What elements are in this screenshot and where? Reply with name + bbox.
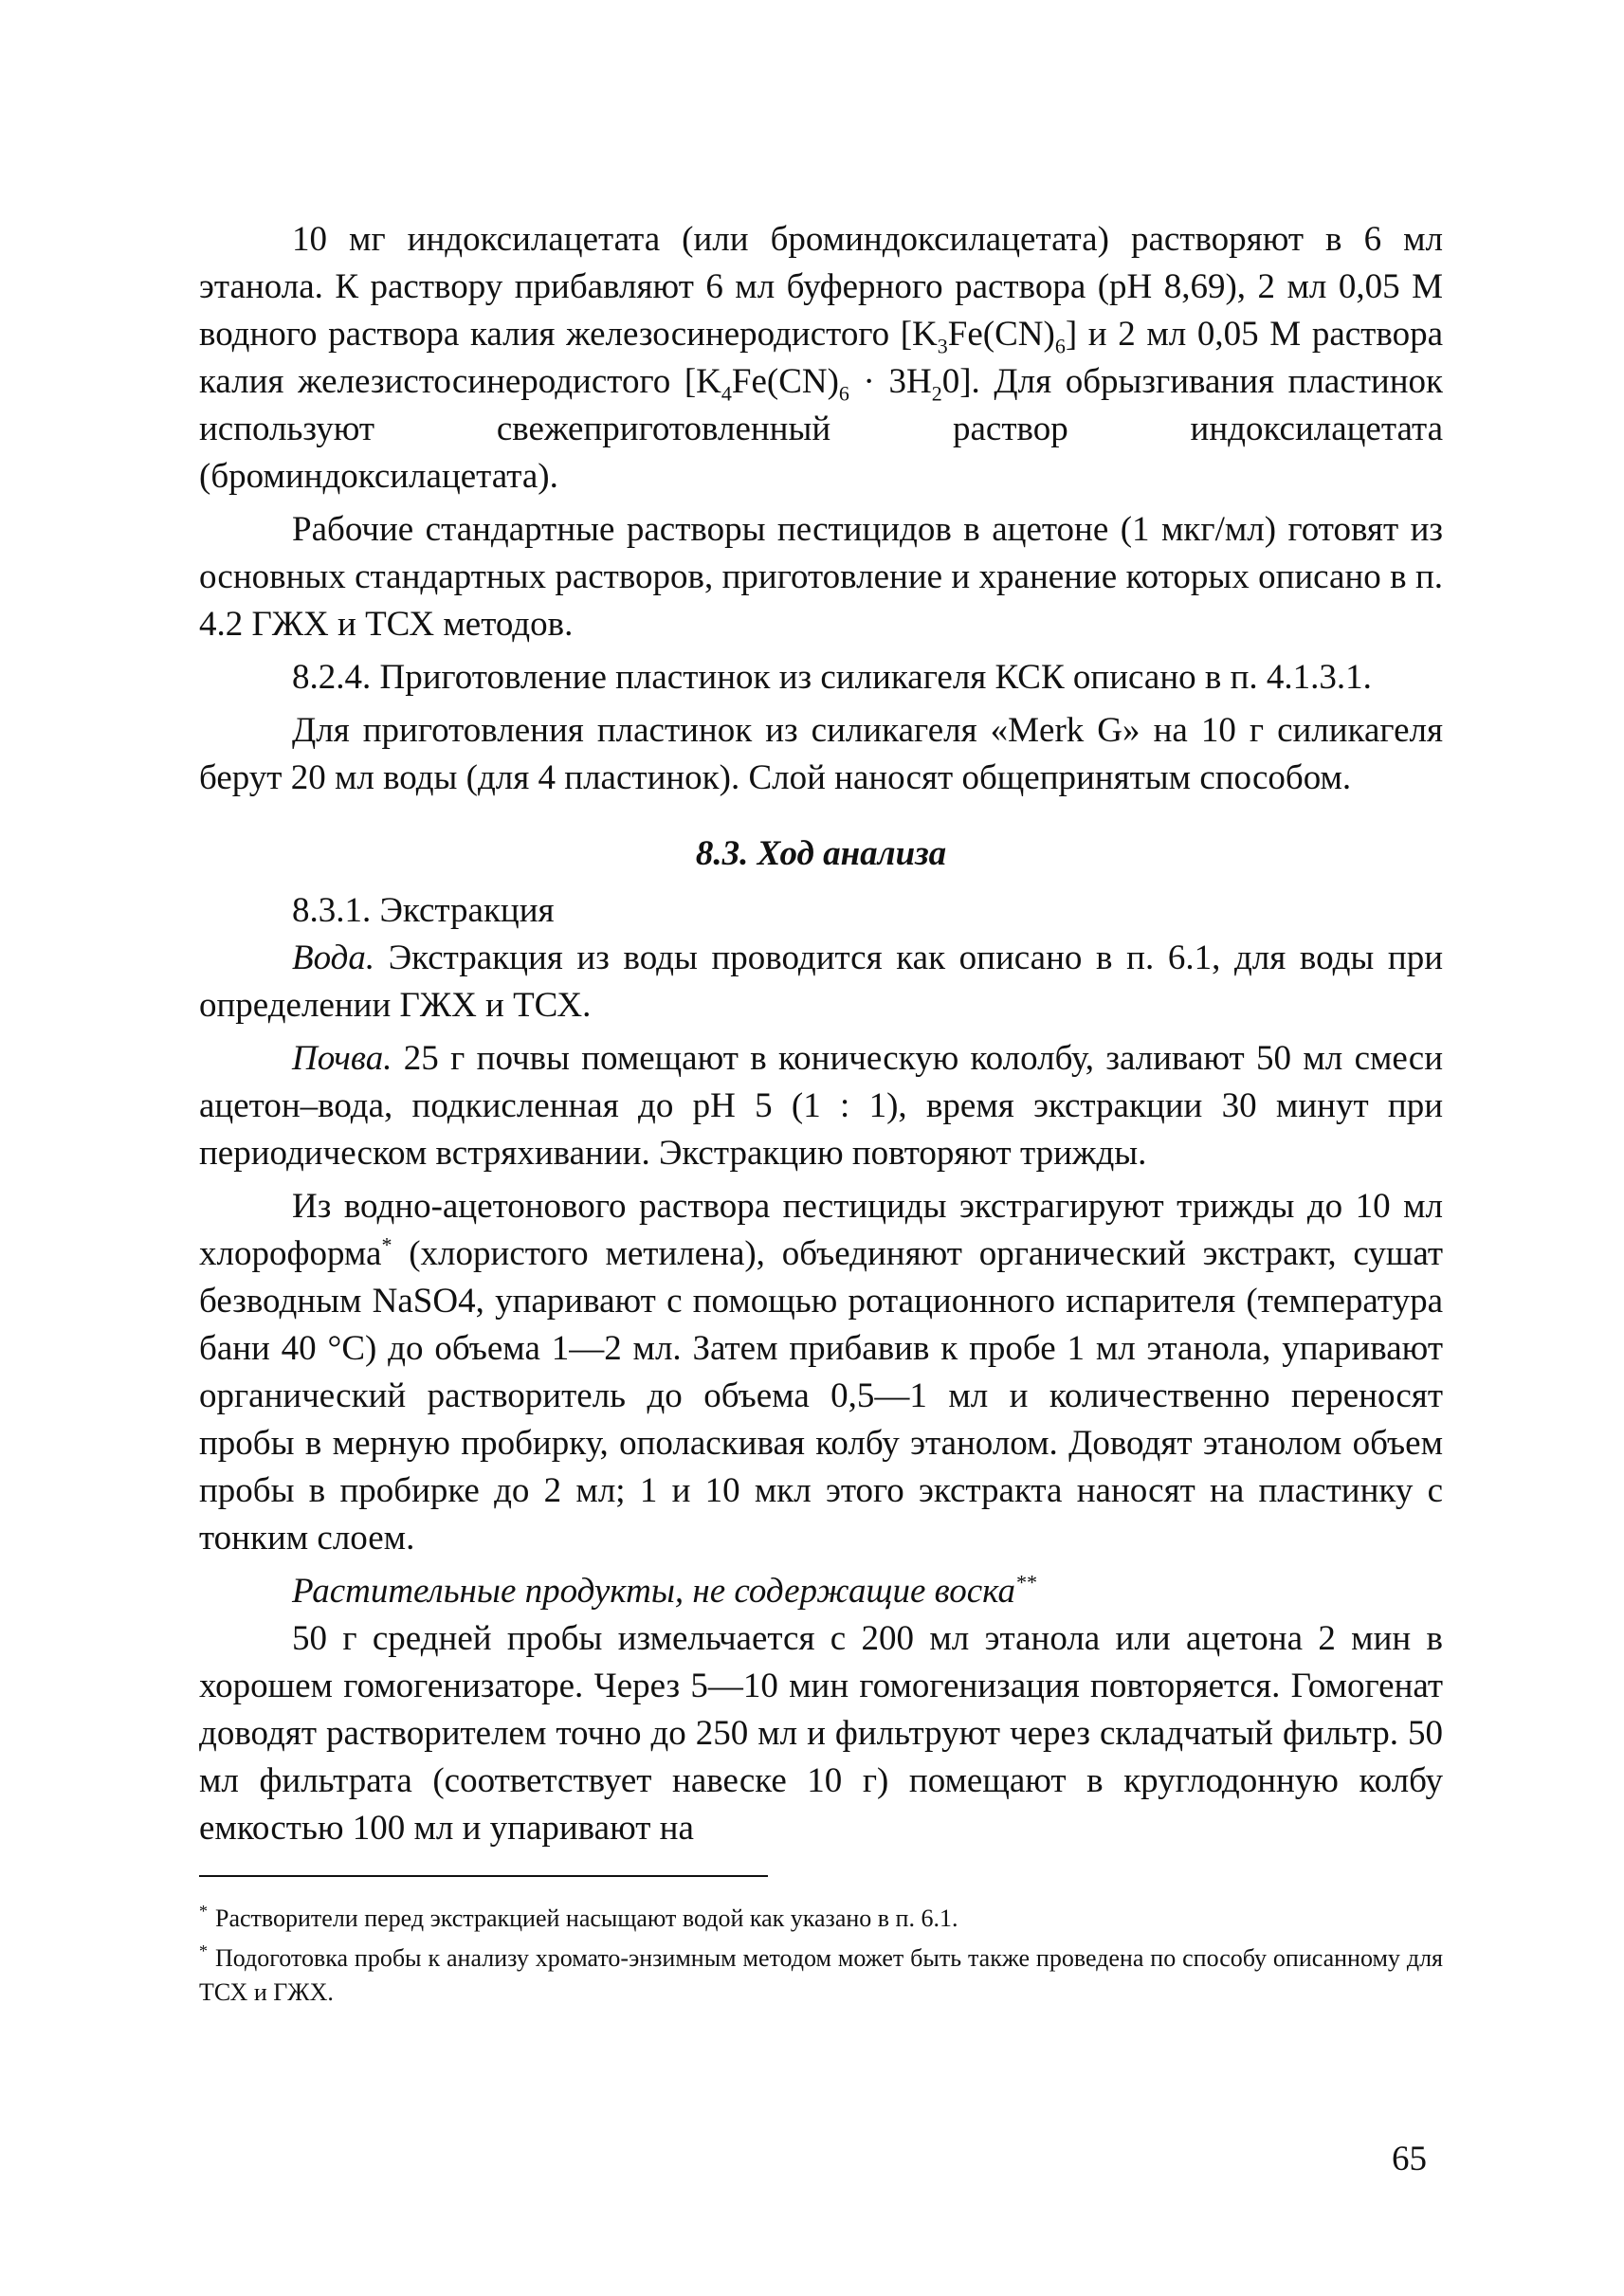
paragraph-plates-merk: Для приготовления пластинок из силикагеля «Merk G» на 10 г силикагеля берут 20 мл воды (для 4 пластинок). Слой наносят общепринятым способом. [199, 711, 1443, 797]
soil-label: Почва. [292, 1039, 392, 1078]
page-body [199, 216, 1443, 1852]
subsection-extraction: 8.3.1. Экстракция [292, 891, 555, 930]
paragraph-soil [199, 1035, 1443, 1177]
footnote-2-mark: * [199, 1941, 208, 1961]
section-title: 8.3. Ход анализа [695, 834, 947, 873]
paragraph-standards: Рабочие стандартные растворы пестицидов в ацетоне (1 мкг/мл) готовят из основных стандартных растворов, приготовление и хранение которых описано в п. 4.2 ГЖХ и ТСХ методов. [199, 510, 1443, 644]
plant-head-text: Растительные продукты, не содержащие воска [292, 1572, 1015, 1611]
water-label: Вода. [292, 938, 375, 977]
chloroform-text-b: (хлористого метилена), объединяют органический экстракт, сушат безводным NaSO4, упаривают с помощью ротационного испарителя (температура бани 40 °С) до объема 1—2 мл. Затем прибавив к пробе 1 мл этанола, упаривают органический растворитель до объема 0,5—1 мл и количественно переносят пробы в мерную пробирку, ополаскивая колбу этанолом. Доводят этанолом объем пробы в пробирке до 2 мл; 1 и 10 мкл этого экстракта наносят на пластинку с тонким слоем. [199, 1234, 1443, 1558]
footnote-1 [199, 1902, 1443, 1936]
soil-text: 25 г почвы помещают в коническую кололбу, заливают 50 мл смеси ацетон–вода, подкисленная до рН 5 (1 : 1), время экстракции 30 минут при периодическом встряхивании. Экстракцию повторяют трижды. [199, 1039, 1443, 1173]
water-text: Экстракция из воды проводится как описано в п. 6.1, для воды при определении ГЖХ и ТСХ. [199, 938, 1443, 1025]
page-number: 65 [1392, 2140, 1427, 2178]
paragraph-reagent-prep: 10 мг индоксилацетата (или броминдоксилацетата) растворяют в 6 мл этанола. К раствору прибавляют 6 мл буферного раствора (рН 8,69), 2 мл 0,05 М водного раствора калия железосинеродистого $[K_3Fe(CN)_6]$ и 2 мл 0,05 М раствора калия железистосинеродистого $[K_4Fe(CN)_6 \cdot 3H_20]$. Для обрызгивания пластинок используют свежеприготовленный раствор индоксилацетата (броминдоксилацетата). [199, 220, 1444, 496]
footnote-1-mark: * [199, 1902, 208, 1922]
chloroform-text-a: Из водно-ацетонового раствора пестициды экстрагируют трижды до 10 мл хлороформа [199, 1187, 1443, 1273]
paragraph-homogenize: 50 г средней пробы измельчается с 200 мл этанола или ацетона 2 мин в хорошем гомогенизаторе. Через 5—10 мин гомогенизация повторяется. Гомогенат доводят растворителем точно до 250 мл и фильтруют через складчатый фильтр. 50 мл фильтрата (соответствует навеске 10 г) помещают в круглодонную колбу емкостью 100 мл и упаривают на [199, 1619, 1443, 1848]
footnotes [199, 1875, 1443, 2015]
footnote-1-text: Растворители перед экстракцией насыщают водой как указано в п. 6.1. [215, 1904, 958, 1932]
footnote-ref-2: ** [1015, 1570, 1036, 1594]
paragraph-chloroform [199, 1183, 1443, 1562]
paragraph-water [199, 935, 1443, 1030]
footnote-2 [199, 1941, 1443, 2010]
subheading-plant-products [199, 1568, 1443, 1615]
paragraph-plates-ksk: 8.2.4. Приготовление пластинок из силикагеля КСК описано в п. 4.1.3.1. [292, 658, 1372, 697]
footnote-rule [199, 1875, 768, 1877]
footnote-ref-1: * [381, 1232, 392, 1257]
footnote-2-text: Подоготовка пробы к анализу хромато-энзимным методом может быть также проведена по способу описанному для ТСХ и ГЖХ. [199, 1944, 1443, 2006]
